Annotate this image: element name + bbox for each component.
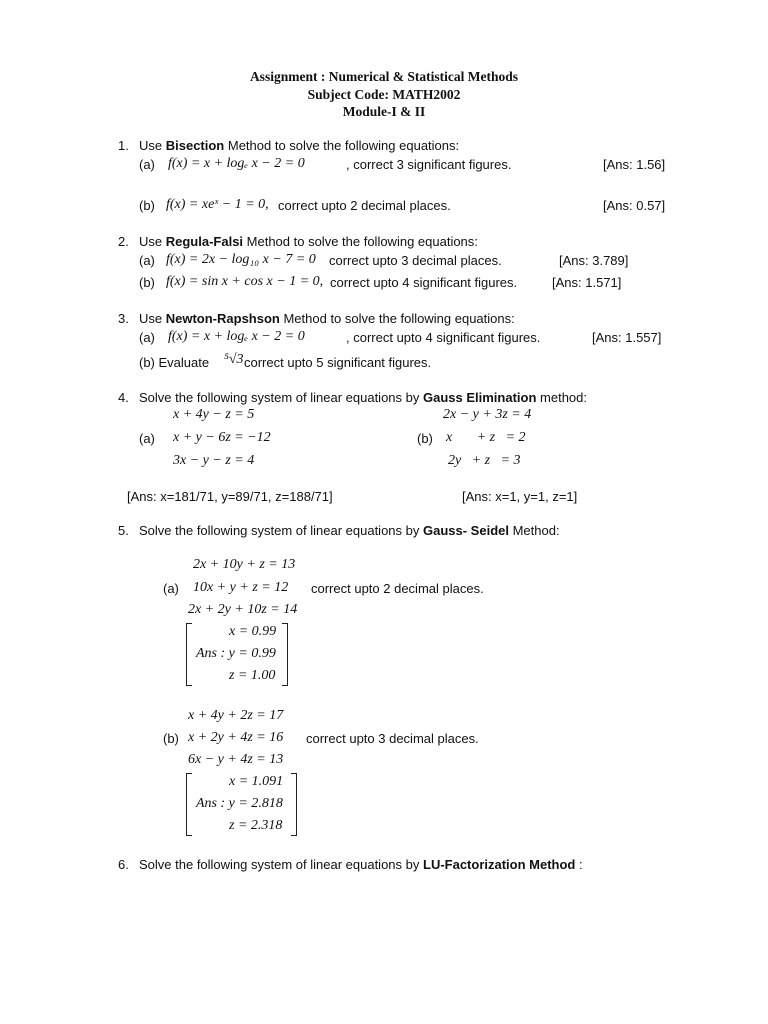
part-a-equation: f(x) = x + logₑ x − 2 = 0: [168, 329, 305, 344]
part-a-answer: [Ans: 1.56]: [603, 157, 666, 172]
system-b-eq-3: 6x − y + 4z = 13: [188, 752, 284, 767]
question-text: Solve the following system of linear equations by Gauss- Seidel Method:: [139, 523, 560, 538]
answer-a-z: z = 1.00: [229, 668, 276, 683]
part-a-equation: f(x) = x + logₑ x − 2 = 0: [168, 156, 305, 171]
system-b-eq-1: x + 4y + 2z = 17: [188, 708, 284, 723]
answer-b-x: x = 1.091: [229, 774, 284, 789]
assignment-title: Assignment : Numerical & Statistical Methods: [249, 69, 519, 84]
part-b-label: (b): [417, 431, 433, 446]
question-text: Use Bisection Method to solve the following equations:: [139, 138, 460, 153]
part-b-answer: [Ans: 0.57]: [603, 198, 666, 213]
part-b-text: correct upto 4 significant figures.: [330, 275, 518, 290]
part-a-answer: [Ans: 3.789]: [559, 253, 629, 268]
answer-a-y: Ans : y = 0.99: [196, 646, 276, 661]
part-b-equation: f(x) = xeˣ − 1 = 0,: [166, 197, 269, 212]
part-b-label: (b): [139, 198, 155, 213]
part-a-equation: f(x) = 2x − log₁₀ x − 7 = 0: [166, 252, 316, 267]
question-number: 5.: [118, 523, 129, 538]
part-b-label: (b) Evaluate: [139, 355, 210, 370]
question-number: 6.: [118, 857, 129, 872]
part-a-label: (a): [139, 431, 155, 446]
part-b-label: (b): [139, 275, 155, 290]
system-b-eq-1: 2x − y + 3z = 4: [443, 407, 532, 422]
answer-a-x: x = 0.99: [229, 624, 277, 639]
system-b-eq-3: 2y + z = 3: [448, 453, 521, 468]
answer-b-z: z = 2.318: [229, 818, 283, 833]
right-bracket: [282, 623, 288, 686]
system-a-eq-1: x + 4y − z = 5: [173, 407, 255, 422]
part-a-answer: [Ans: 1.557]: [592, 330, 662, 345]
part-a-label: (a): [139, 253, 155, 268]
left-bracket: [186, 623, 192, 686]
system-a-eq-3: 3x − y − z = 4: [173, 453, 255, 468]
part-a-text: correct upto 2 decimal places.: [311, 581, 484, 596]
part-a-answer: [Ans: x=181/71, y=89/71, z=188/71]: [127, 489, 333, 504]
part-a-text: , correct upto 4 significant figures.: [346, 330, 541, 345]
system-b-eq-2: x + 2y + 4z = 16: [188, 730, 284, 745]
part-b-text: correct upto 5 significant figures.: [244, 355, 432, 370]
question-number: 1.: [118, 138, 129, 153]
question-text: Use Regula-Falsi Method to solve the following equations:: [139, 234, 478, 249]
part-b-label: (b): [163, 731, 179, 746]
part-a-label: (a): [139, 157, 155, 172]
part-b-answer: [Ans: 1.571]: [552, 275, 622, 290]
question-number: 3.: [118, 311, 129, 326]
question-number: 2.: [118, 234, 129, 249]
question-text: Use Newton-Rapshson Method to solve the following equations:: [139, 311, 515, 326]
part-a-label: (a): [163, 581, 179, 596]
module-label: Module-I & II: [342, 104, 426, 119]
part-b-text: correct upto 3 decimal places.: [306, 731, 479, 746]
system-a-eq-3: 2x + 2y + 10z = 14: [188, 602, 298, 617]
part-a-text: , correct 3 significant figures.: [346, 157, 512, 172]
part-b-equation: ⁵√3: [224, 352, 244, 367]
left-bracket: [186, 773, 192, 836]
part-a-text: correct upto 3 decimal places.: [329, 253, 502, 268]
subject-code: Subject Code: MATH2002: [307, 87, 461, 102]
question-number: 4.: [118, 390, 129, 405]
right-bracket: [291, 773, 297, 836]
system-b-eq-2: x + z = 2: [446, 430, 526, 445]
question-text: Solve the following system of linear equations by Gauss Elimination method:: [139, 390, 588, 405]
part-a-label: (a): [139, 330, 155, 345]
part-b-equation: f(x) = sin x + cos x − 1 = 0,: [166, 274, 324, 289]
system-a-eq-1: 2x + 10y + z = 13: [193, 557, 296, 572]
system-a-eq-2: 10x + y + z = 12: [193, 580, 289, 595]
question-text: Solve the following system of linear equations by LU-Factorization Method :: [139, 857, 583, 872]
part-b-text: correct upto 2 decimal places.: [278, 198, 451, 213]
answer-b-y: Ans : y = 2.818: [196, 796, 283, 811]
system-a-eq-2: x + y − 6z = −12: [173, 430, 271, 445]
part-b-answer: [Ans: x=1, y=1, z=1]: [462, 489, 578, 504]
